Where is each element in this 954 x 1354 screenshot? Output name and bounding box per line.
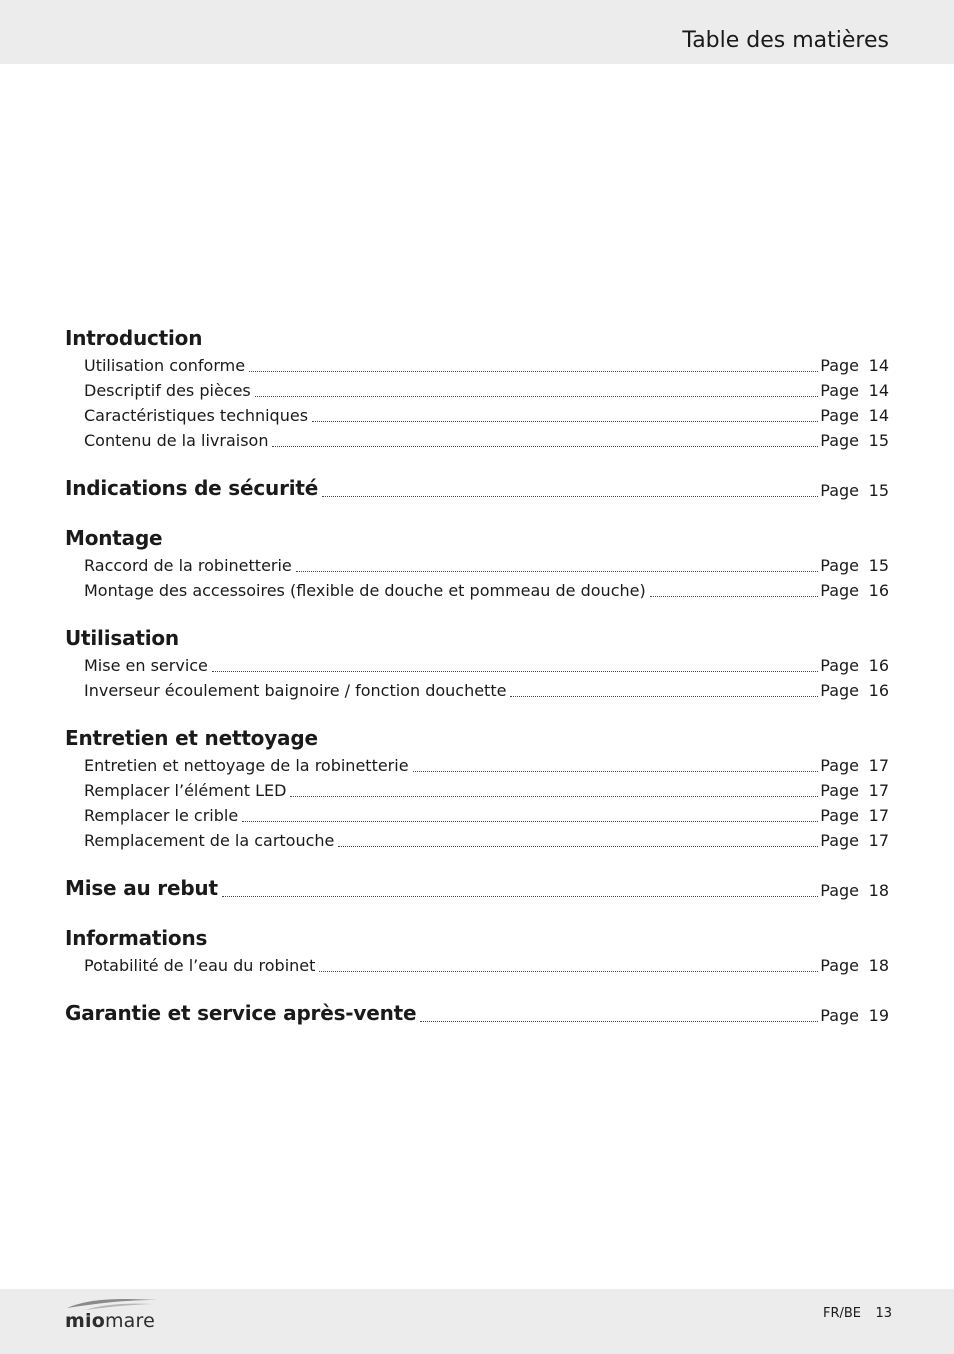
page-word: Page <box>820 1006 859 1025</box>
page-word: Page <box>820 481 859 500</box>
dot-leader <box>650 596 819 597</box>
page-reference <box>820 680 889 702</box>
section-title: Montage <box>65 526 163 550</box>
footer-page-number: 13 <box>875 1306 892 1321</box>
page-number: 15 <box>868 556 889 575</box>
toc-section-heading <box>65 474 889 502</box>
toc-entry <box>65 777 889 802</box>
page-number: 14 <box>868 406 889 425</box>
page-number: 15 <box>868 481 889 500</box>
page-word: Page <box>820 406 859 425</box>
entry-label: Montage des accessoires (flexible de douche et pommeau de douche) <box>84 581 646 600</box>
section-title: Mise au rebut <box>65 876 218 900</box>
page-word: Page <box>820 581 859 600</box>
dot-leader <box>312 421 818 422</box>
toc-section-heading <box>65 524 889 552</box>
page-word: Page <box>820 956 859 975</box>
dot-leader <box>296 571 818 572</box>
toc-entry <box>65 427 889 452</box>
toc-section <box>65 624 889 702</box>
section-title: Informations <box>65 926 208 950</box>
page-reference <box>820 580 889 602</box>
page-word: Page <box>820 356 859 375</box>
dot-leader <box>212 671 818 672</box>
entry-label: Descriptif des pièces <box>84 381 251 400</box>
page-number: 16 <box>868 581 889 600</box>
page-word: Page <box>820 681 859 700</box>
dot-leader <box>272 446 818 447</box>
page-number: 14 <box>868 381 889 400</box>
entry-label: Contenu de la livraison <box>84 431 269 450</box>
page-reference <box>820 955 889 977</box>
toc-section <box>65 474 889 502</box>
logo-light-part: mare <box>104 1310 156 1332</box>
toc-section-heading <box>65 724 889 752</box>
dot-leader <box>322 496 818 497</box>
toc-section-heading <box>65 324 889 352</box>
section-title: Utilisation <box>65 626 179 650</box>
toc-section <box>65 999 889 1027</box>
section-title: Indications de sécurité <box>65 476 319 500</box>
page-reference <box>820 655 889 677</box>
page-number: 17 <box>868 781 889 800</box>
page-reference <box>820 555 889 577</box>
entry-label: Inverseur écoulement baignoire / fonction douchette <box>84 681 507 700</box>
toc-entry <box>65 677 889 702</box>
entry-label: Entretien et nettoyage de la robinetterie <box>84 756 409 775</box>
page-reference <box>820 1005 889 1027</box>
entry-label: Remplacement de la cartouche <box>84 831 335 850</box>
page-number: 16 <box>868 656 889 675</box>
entry-label: Mise en service <box>84 656 208 675</box>
page-word: Page <box>820 556 859 575</box>
toc-entry <box>65 577 889 602</box>
dot-leader <box>413 771 819 772</box>
page-reference <box>820 355 889 377</box>
page-number: 19 <box>868 1006 889 1025</box>
toc-entry <box>65 652 889 677</box>
toc-entry <box>65 352 889 377</box>
dot-leader <box>290 796 818 797</box>
brand-logo <box>65 1294 161 1334</box>
dot-leader <box>242 821 818 822</box>
entry-label: Remplacer l’élément LED <box>84 781 287 800</box>
page-word: Page <box>820 806 859 825</box>
page-reference <box>820 755 889 777</box>
toc-section <box>65 924 889 977</box>
table-of-contents <box>65 324 889 1027</box>
dot-leader <box>255 396 819 397</box>
footer-language: FR/BE <box>822 1306 861 1321</box>
page-word: Page <box>820 431 859 450</box>
dot-leader <box>510 696 818 697</box>
page-reference <box>820 405 889 427</box>
page-number: 17 <box>868 756 889 775</box>
toc-entry <box>65 552 889 577</box>
page-word: Page <box>820 381 859 400</box>
toc-entry <box>65 752 889 777</box>
page-number: 18 <box>868 956 889 975</box>
dot-leader <box>222 896 818 897</box>
toc-section <box>65 724 889 852</box>
page-word: Page <box>820 881 859 900</box>
page-reference <box>820 430 889 452</box>
page-number: 18 <box>868 881 889 900</box>
page-reference <box>820 830 889 852</box>
toc-entry <box>65 802 889 827</box>
toc-section-heading <box>65 624 889 652</box>
entry-label: Caractéristiques techniques <box>84 406 309 425</box>
page-reference <box>820 780 889 802</box>
toc-section <box>65 324 889 452</box>
brand-wordmark <box>65 1310 155 1332</box>
toc-entry <box>65 402 889 427</box>
page-number: 15 <box>868 431 889 450</box>
dot-leader <box>338 846 818 847</box>
page-reference <box>820 880 889 902</box>
page-reference <box>820 480 889 502</box>
entry-label: Raccord de la robinetterie <box>84 556 292 575</box>
section-title: Garantie et service après-vente <box>65 1001 417 1025</box>
section-title: Entretien et nettoyage <box>65 726 318 750</box>
page-word: Page <box>820 656 859 675</box>
page-word: Page <box>820 781 859 800</box>
toc-section <box>65 524 889 602</box>
toc-entry <box>65 827 889 852</box>
page-reference <box>820 805 889 827</box>
toc-section <box>65 874 889 902</box>
page-number: 17 <box>868 831 889 850</box>
dot-leader <box>319 971 818 972</box>
toc-entry <box>65 377 889 402</box>
page-number: 14 <box>868 356 889 375</box>
section-title: Introduction <box>65 326 203 350</box>
toc-entry <box>65 952 889 977</box>
page-word: Page <box>820 831 859 850</box>
entry-label: Utilisation conforme <box>84 356 246 375</box>
page-number: 16 <box>868 681 889 700</box>
dot-leader <box>420 1021 818 1022</box>
toc-section-heading <box>65 924 889 952</box>
page-number: 17 <box>868 806 889 825</box>
entry-label: Potabilité de l’eau du robinet <box>84 956 316 975</box>
page-title: Table des matières <box>682 28 889 53</box>
dot-leader <box>249 371 818 372</box>
page-word: Page <box>820 756 859 775</box>
toc-section-heading <box>65 999 889 1027</box>
toc-section-heading <box>65 874 889 902</box>
page-reference <box>820 380 889 402</box>
entry-label: Remplacer le crible <box>84 806 239 825</box>
logo-bold-part: mio <box>65 1310 105 1332</box>
